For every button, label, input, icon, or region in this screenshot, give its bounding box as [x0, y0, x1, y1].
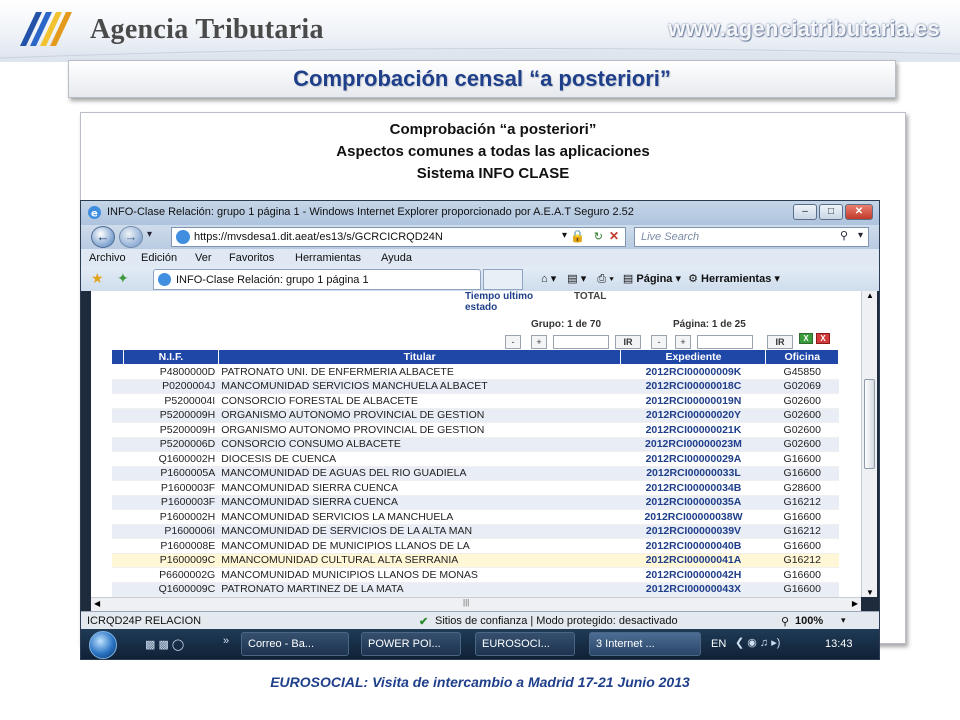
export-icons	[799, 333, 830, 344]
address-bar[interactable]	[171, 227, 626, 247]
address-dropdown-icon[interactable]: ▾	[561, 230, 567, 241]
cell-oficina: G16600	[766, 539, 839, 554]
pdf-export-icon[interactable]: X	[816, 333, 830, 344]
cell-titular: CONSORCIO FORESTAL DE ALBACETE	[218, 394, 621, 409]
table-row[interactable]	[112, 495, 839, 510]
table-row[interactable]	[112, 408, 839, 423]
scroll-right-icon[interactable]: ▶	[851, 599, 858, 608]
search-input[interactable]	[634, 227, 869, 247]
close-button[interactable]: ✕	[845, 204, 873, 220]
pagina-next-button[interactable]: +	[675, 335, 691, 349]
svg-text:e: e	[91, 208, 98, 220]
zoom-dropdown-icon[interactable]: ▾	[841, 615, 846, 625]
row-selector[interactable]	[112, 365, 124, 380]
add-favorite-icon[interactable]: ✦	[117, 270, 129, 286]
cell-titular: DIOCESIS DE CUENCA	[218, 452, 621, 467]
total-label: TOTAL	[574, 291, 607, 302]
pagina-prev-button[interactable]: -	[651, 335, 667, 349]
status-bar	[81, 611, 879, 629]
table-row[interactable]	[112, 582, 839, 597]
subtitle-2: Aspectos comunes a todas las aplicaciones	[336, 143, 650, 160]
status-left-text: ICRQD24P RELACION	[87, 615, 202, 627]
cell-nif: P1600008E	[124, 539, 219, 554]
cell-expediente[interactable]: 2012RCI00000038W	[621, 510, 766, 525]
cell-titular: PATRONATO MARTINEZ DE LA MATA	[218, 582, 621, 597]
scroll-down-icon[interactable]: ▼	[866, 588, 874, 597]
cell-nif: Q1600009C	[124, 582, 219, 597]
taskbar-item-eurosocial[interactable]: EUROSOCI...	[475, 632, 575, 656]
excel-export-icon[interactable]: X	[799, 333, 813, 344]
cell-titular: MANCOMUNIDAD MUNICIPIOS LLANOS DE MONAS	[218, 568, 621, 583]
cell-oficina: G02600	[766, 394, 839, 409]
table-row[interactable]	[112, 466, 839, 481]
table-row[interactable]	[112, 437, 839, 452]
cell-oficina: G16600	[766, 510, 839, 525]
menu-archivo[interactable]: Archivo	[89, 252, 126, 264]
table-header-row	[112, 350, 839, 365]
subtitle-1: Comprobación “a posteriori”	[389, 121, 597, 138]
windows-taskbar	[81, 629, 879, 660]
ie-favorites-bar	[81, 267, 879, 291]
cell-expediente[interactable]: 2012RCI00000033L	[621, 466, 766, 481]
pagina-ir-button[interactable]: IR	[767, 335, 793, 349]
ie-window-title: INFO-Clase Relación: grupo 1 página 1 - Windows Internet Explorer proporcionado por A.E.A.T Seguro 2.52	[107, 206, 634, 218]
tools-gear-icon: ⚙	[688, 273, 698, 285]
row-selector[interactable]	[112, 568, 124, 583]
cell-nif: P1600006I	[124, 524, 219, 539]
cell-expediente[interactable]: 2012RCI00000041A	[621, 553, 766, 568]
subtitle-3: Sistema INFO CLASE	[416, 165, 570, 182]
col-oficina[interactable]: Oficina	[766, 350, 839, 365]
row-selector[interactable]	[112, 539, 124, 554]
cell-oficina: G16212	[766, 524, 839, 539]
taskbar-item-internet[interactable]: 3 Internet ...	[589, 632, 701, 656]
footer-caption: EUROSOCIAL: Visita de intercambio a Madrid 17-21 Junio 2013	[270, 674, 690, 690]
grupo-label: Grupo: 1 de 70	[531, 319, 602, 330]
cell-titular: MANCOMUNIDAD DE SERVICIOS DE LA ALTA MAN	[218, 524, 621, 539]
cell-expediente[interactable]: 2012RCI00000018C	[621, 379, 766, 394]
cell-nif: P1600003F	[124, 495, 219, 510]
cell-oficina: G02600	[766, 437, 839, 452]
ie-menubar	[81, 249, 879, 267]
slide-header	[0, 0, 960, 60]
cell-titular: MMANCOMUNIDAD CULTURAL ALTA SERRANIA	[218, 553, 621, 568]
row-selector[interactable]	[112, 524, 124, 539]
tab-title: INFO-Clase Relación: grupo 1 página 1	[176, 274, 369, 286]
search-icon[interactable]: ⚲	[839, 230, 848, 242]
cell-nif: P5200009H	[124, 408, 219, 423]
row-selector[interactable]	[112, 423, 124, 438]
results-table	[111, 349, 839, 597]
table-row[interactable]	[112, 524, 839, 539]
menu-ver[interactable]: Ver	[195, 252, 212, 264]
cell-oficina: G16600	[766, 466, 839, 481]
cell-expediente[interactable]: 2012RCI00000021K	[621, 423, 766, 438]
cell-titular: MANCOMUNIDAD SERVICIOS MANCHUELA ALBACET	[218, 379, 621, 394]
table-body	[112, 365, 839, 597]
cell-expediente[interactable]: 2012RCI00000020Y	[621, 408, 766, 423]
cell-oficina: G02600	[766, 423, 839, 438]
cell-nif: P0200004J	[124, 379, 219, 394]
brand-url[interactable]: www.agenciatributaria.es	[668, 16, 940, 41]
table-row[interactable]	[112, 539, 839, 554]
cell-nif: P5200009H	[124, 423, 219, 438]
horizontal-scrollbar[interactable]	[91, 597, 861, 611]
favorites-star-icon[interactable]: ★	[91, 270, 104, 286]
status-security-text: Sitios de confianza | Modo protegido: desactivado	[435, 615, 678, 627]
col-expediente[interactable]: Expediente	[621, 350, 766, 365]
tiempo-label-text: Tiempo ultimo estado	[465, 291, 534, 313]
minimize-button[interactable]: –	[793, 204, 817, 220]
row-selector[interactable]	[112, 466, 124, 481]
cell-nif: P1600003F	[124, 481, 219, 496]
row-selector[interactable]	[112, 582, 124, 597]
row-selector[interactable]	[112, 553, 124, 568]
row-selector[interactable]	[112, 379, 124, 394]
menu-favoritos[interactable]: Favoritos	[229, 252, 275, 264]
table-row[interactable]	[112, 452, 839, 467]
zoom-icon: ⚲	[781, 616, 790, 628]
menu-ayuda[interactable]: Ayuda	[381, 252, 412, 264]
new-tab-button[interactable]	[483, 269, 523, 290]
cell-titular: MANCOMUNIDAD SIERRA CUENCA	[218, 481, 621, 496]
tools-menu[interactable]: Herramientas	[701, 273, 772, 285]
ie-titlebar	[81, 201, 879, 225]
table-row[interactable]	[112, 379, 839, 394]
window-controls	[793, 204, 873, 220]
maximize-button[interactable]: □	[819, 204, 843, 220]
cell-titular: ORGANISMO AUTONOMO PROVINCIAL DE GESTION	[218, 408, 621, 423]
clock[interactable]: 13:43	[825, 638, 853, 650]
refresh-icon[interactable]: ↻	[593, 231, 603, 243]
cell-expediente[interactable]: 2012RCI00000009K	[621, 365, 766, 380]
system-tray-icons[interactable]: ❮ ◉ ♫ ▸)	[735, 637, 781, 649]
taskbar-item-powerpoint[interactable]: POWER POI...	[361, 632, 461, 656]
cell-titular: MANCOMUNIDAD SIERRA CUENCA	[218, 495, 621, 510]
row-selector[interactable]	[112, 408, 124, 423]
cell-oficina: G16600	[766, 582, 839, 597]
grupo-ir-button[interactable]: IR	[615, 335, 641, 349]
cell-titular: ORGANISMO AUTONOMO PROVINCIAL DE GESTION	[218, 423, 621, 438]
table-row[interactable]	[112, 481, 839, 496]
cell-oficina: G16212	[766, 553, 839, 568]
tiempo-ultimo-estado-label	[465, 291, 535, 313]
tab-info-clase[interactable]	[153, 269, 481, 290]
feeds-icon[interactable]: ▤	[567, 273, 578, 285]
cell-titular: MANCOMUNIDAD DE MUNICIPIOS LLANOS DE LA	[218, 539, 621, 554]
scroll-left-icon[interactable]: ◀	[94, 599, 101, 608]
tab-favicon-icon	[158, 273, 171, 286]
cell-expediente[interactable]: 2012RCI00000039V	[621, 524, 766, 539]
row-selector[interactable]	[112, 495, 124, 510]
cell-titular: MANCOMUNIDAD SERVICIOS LA MANCHUELA	[218, 510, 621, 525]
command-bar: ⌂ ▾ ▤ ▾ ⎙ ▾ ▤ Página ▾ ⚙ Herramientas ▾	[541, 273, 780, 285]
row-selector[interactable]	[112, 452, 124, 467]
cell-nif: P1600002H	[124, 510, 219, 525]
cell-nif: P5200006D	[124, 437, 219, 452]
page-favicon-icon	[176, 230, 190, 244]
cell-expediente[interactable]: 2012RCI00000043X	[621, 582, 766, 597]
col-nif[interactable]: N.I.F.	[124, 350, 219, 365]
forward-button[interactable]: →	[119, 226, 143, 248]
cell-nif: Q1600002H	[124, 452, 219, 467]
table-row[interactable]	[112, 394, 839, 409]
stop-icon[interactable]: ✕	[608, 229, 619, 243]
address-url: https://mvsdesa1.dit.aeat/es13/s/GCRCICRQD24N	[194, 231, 443, 243]
row-selector[interactable]	[112, 510, 124, 525]
vertical-scroll-thumb[interactable]	[864, 379, 875, 469]
pagina-input[interactable]	[697, 335, 753, 349]
scroll-grip-icon[interactable]: |||	[463, 598, 470, 607]
row-selector[interactable]	[112, 481, 124, 496]
cell-expediente[interactable]: 2012RCI00000040B	[621, 539, 766, 554]
cell-expediente[interactable]: 2012RCI00000034B	[621, 481, 766, 496]
search-placeholder: Live Search	[641, 231, 700, 243]
ie-page-content	[91, 291, 861, 597]
cell-expediente[interactable]: 2012RCI00000023M	[621, 437, 766, 452]
cell-titular: CONSORCIO CONSUMO ALBACETE	[218, 437, 621, 452]
cell-expediente[interactable]: 2012RCI00000042H	[621, 568, 766, 583]
table-row[interactable]	[112, 365, 839, 380]
ie-logo-icon	[87, 205, 102, 220]
cell-expediente[interactable]: 2012RCI00000035A	[621, 495, 766, 510]
print-icon[interactable]: ⎙	[597, 273, 607, 285]
col-titular[interactable]: Titular	[218, 350, 621, 365]
cell-nif: P6600002G	[124, 568, 219, 583]
pagina-label: Página: 1 de 25	[673, 319, 746, 330]
ie-navbar	[81, 225, 879, 249]
ie-window	[80, 200, 880, 660]
table-row[interactable]	[112, 510, 839, 525]
table-row[interactable]	[112, 553, 839, 568]
cell-nif: P1600005A	[124, 466, 219, 481]
row-selector[interactable]	[112, 437, 124, 452]
home-icon[interactable]: ⌂	[541, 273, 548, 285]
row-selector-header	[112, 350, 124, 365]
cell-expediente[interactable]: 2012RCI00000019N	[621, 394, 766, 409]
cell-expediente[interactable]: 2012RCI00000029A	[621, 452, 766, 467]
start-button[interactable]	[89, 631, 117, 659]
cell-titular: MANCOMUNIDAD DE AGUAS DEL RIO GUADIELA	[218, 466, 621, 481]
back-button[interactable]: ←	[91, 226, 115, 248]
page-menu-icon: ▤	[622, 273, 634, 285]
table-row[interactable]	[112, 568, 839, 583]
search-dropdown-icon[interactable]: ▾	[857, 230, 863, 241]
grupo-prev-button[interactable]: -	[505, 335, 521, 349]
scroll-up-icon[interactable]: ▲	[866, 291, 874, 300]
trusted-check-icon: ✔	[419, 616, 429, 628]
grupo-input[interactable]	[553, 335, 609, 349]
cell-oficina: G16212	[766, 495, 839, 510]
lock-icon[interactable]: 🔒	[570, 229, 585, 243]
menu-edicion[interactable]: Edición	[141, 252, 178, 264]
cell-oficina: G45850	[766, 365, 839, 380]
quick-launch-icons[interactable]: ▩ ▩ ◯	[145, 639, 185, 651]
language-indicator[interactable]: EN	[711, 638, 727, 650]
cell-oficina: G02600	[766, 408, 839, 423]
cell-nif: P1600009C	[124, 553, 219, 568]
history-dropdown-icon[interactable]: ▾	[147, 229, 153, 240]
zoom-level[interactable]: 100%	[795, 615, 824, 627]
cell-oficina: G16600	[766, 568, 839, 583]
cell-nif: P5200004I	[124, 394, 219, 409]
menu-herramientas[interactable]: Herramientas	[295, 252, 362, 264]
cell-oficina: G28600	[766, 481, 839, 496]
cell-titular: PATRONATO UNI. DE ENFERMERIA ALBACETE	[218, 365, 621, 380]
cell-oficina: G16600	[766, 452, 839, 467]
taskbar-item-correo[interactable]: Correo - Ba...	[241, 632, 349, 656]
vertical-scrollbar[interactable]	[861, 291, 877, 597]
title-banner	[68, 60, 896, 98]
grupo-next-button[interactable]: +	[531, 335, 547, 349]
taskbar-overflow-icon[interactable]: »	[223, 635, 230, 647]
page-title: Comprobación censal “a posteriori”	[293, 66, 671, 91]
cell-nif: P4800000D	[124, 365, 219, 380]
page-menu[interactable]: Página	[636, 273, 673, 285]
row-selector[interactable]	[112, 394, 124, 409]
brand-name: Agencia Tributaria	[90, 14, 324, 45]
pager-row	[91, 316, 861, 346]
table-row[interactable]	[112, 423, 839, 438]
cell-oficina: G02069	[766, 379, 839, 394]
